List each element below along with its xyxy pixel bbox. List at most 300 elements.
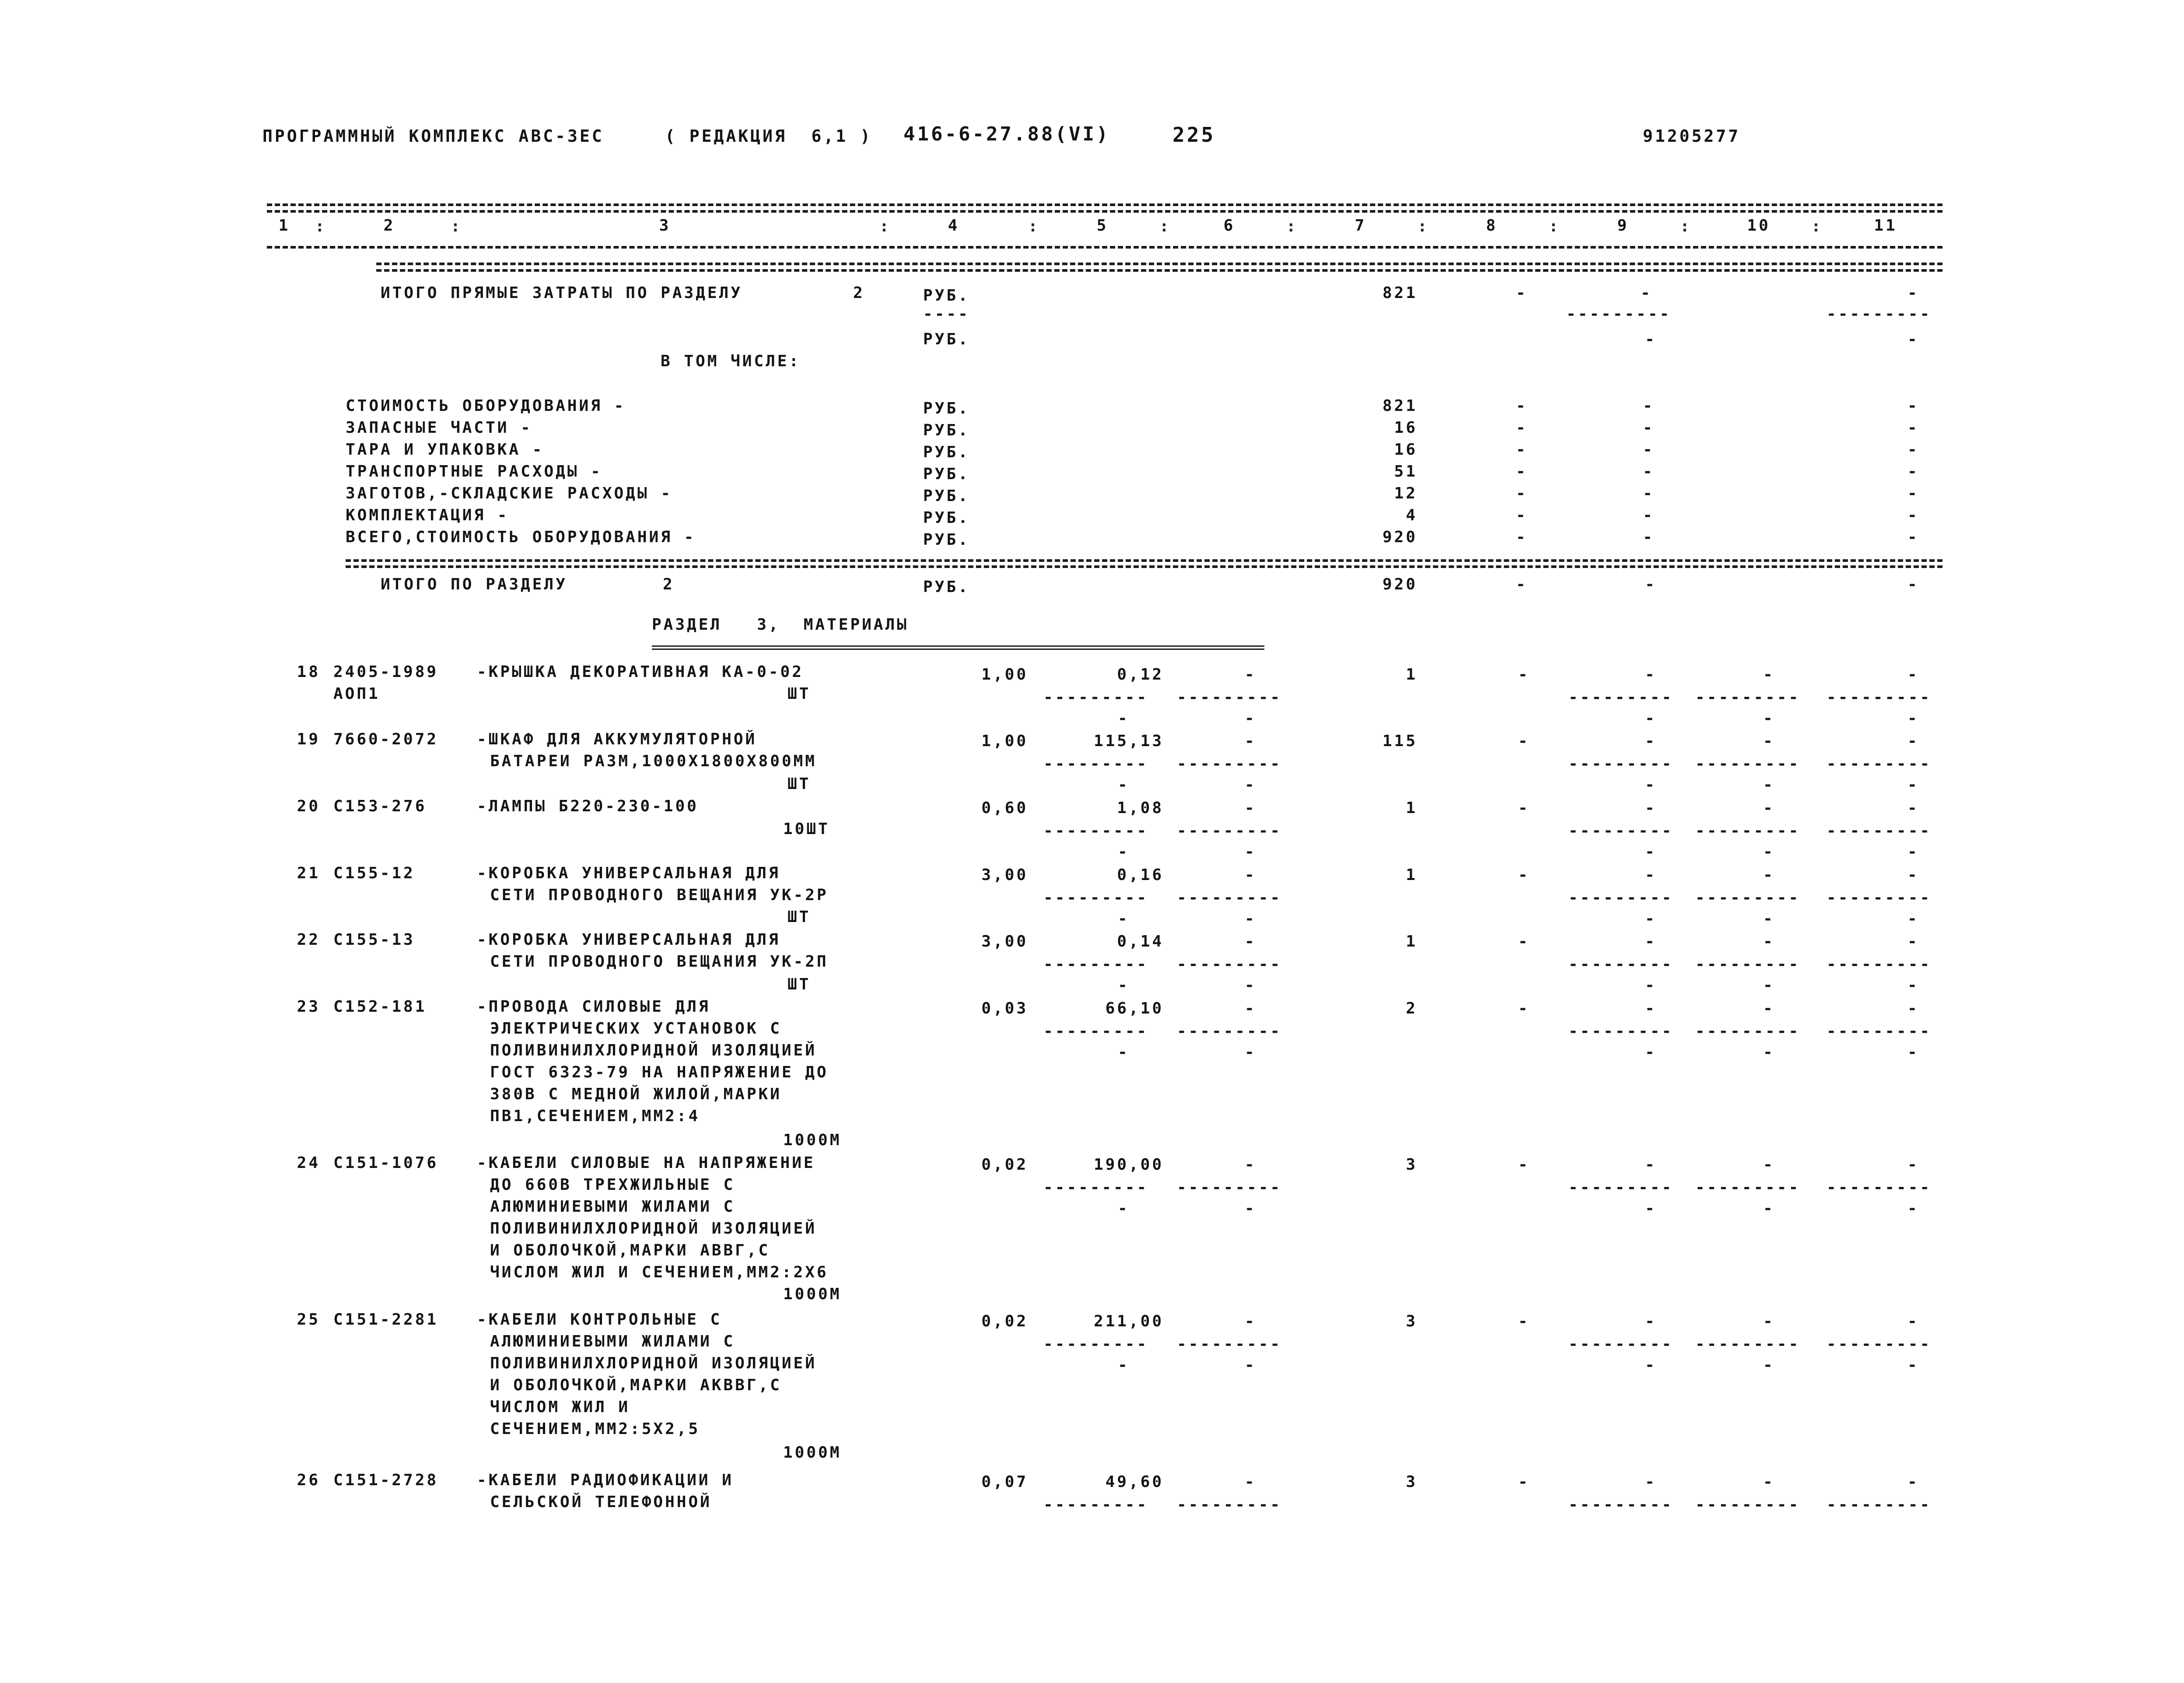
col9-underline: --------- bbox=[1568, 955, 1674, 973]
column-separators: : bbox=[879, 217, 891, 235]
item-number: 21 bbox=[297, 864, 320, 882]
item-qty: 3,00 bbox=[981, 933, 1028, 950]
dash-mark: - bbox=[1643, 463, 1655, 480]
total-section-value: 920 bbox=[1382, 575, 1418, 593]
item-price: 0,16 bbox=[1117, 866, 1164, 884]
item-name-line: ЧИСЛОМ ЖИЛ И bbox=[490, 1398, 630, 1416]
dash-mark: - bbox=[1645, 330, 1657, 348]
col11-underline: --------- bbox=[1827, 688, 1932, 706]
col9-dash: - bbox=[1645, 933, 1657, 950]
dash-mark: - bbox=[1516, 284, 1528, 302]
col11-dash: - bbox=[1908, 933, 1919, 950]
dash-mark: - bbox=[1908, 528, 1919, 546]
item-code: С153-276 bbox=[333, 797, 427, 815]
col9-sub-dash: - bbox=[1645, 1356, 1657, 1374]
col11-sub-dash: - bbox=[1908, 976, 1919, 994]
col11-sub-dash: - bbox=[1908, 709, 1919, 727]
item-code: С151-1076 bbox=[333, 1154, 439, 1172]
col10-sub-dash: - bbox=[1763, 976, 1775, 994]
dash-mark: - bbox=[1516, 463, 1528, 480]
col9-underline: --------- bbox=[1568, 1178, 1674, 1196]
dash-mark: - bbox=[1643, 484, 1655, 502]
item-name-line: СЕТИ ПРОВОДНОГО ВЕЩАНИЯ УК-2Р bbox=[490, 886, 829, 904]
col11-underline: --------- bbox=[1827, 955, 1932, 973]
col8-dash: - bbox=[1518, 933, 1530, 950]
col6-dash: - bbox=[1245, 999, 1256, 1017]
col8-dash: - bbox=[1518, 732, 1530, 750]
item-number: 23 bbox=[297, 998, 320, 1016]
col9-underline: --------- bbox=[1568, 889, 1674, 907]
breakdown-unit: РУБ. bbox=[923, 421, 970, 439]
total-direct-unit-2: РУБ. bbox=[923, 330, 970, 348]
col6-underline: --------- bbox=[1177, 1022, 1282, 1040]
col-header-6: 6 bbox=[1223, 217, 1236, 235]
item-name-line: БАТАРЕИ РАЗМ,1000Х1800Х800ММ bbox=[490, 752, 817, 770]
total-section-num: 2 bbox=[663, 575, 675, 593]
col-header-9: 9 bbox=[1617, 217, 1629, 235]
item-name-line: СЕЛЬСКОЙ ТЕЛЕФОННОЙ bbox=[490, 1493, 712, 1511]
dash-mark: - bbox=[1641, 284, 1652, 302]
item-total: 2 bbox=[1406, 999, 1418, 1017]
document-code: 91205277 bbox=[1643, 126, 1741, 146]
item-unit: 1000М bbox=[783, 1131, 842, 1149]
col11-sub-dash: - bbox=[1908, 910, 1919, 928]
item-name-line: ГОСТ 6323-79 НА НАПРЯЖЕНИЕ ДО bbox=[490, 1063, 829, 1081]
col9-underline: --------- bbox=[1568, 1335, 1674, 1353]
dash-mark: - bbox=[1643, 506, 1655, 524]
col11-dash: - bbox=[1908, 666, 1919, 684]
col10-dash: - bbox=[1763, 799, 1775, 817]
col6-sub-dash: - bbox=[1245, 843, 1256, 861]
total-direct-value: 821 bbox=[1382, 284, 1418, 302]
item-qty: 0,07 bbox=[981, 1473, 1028, 1491]
unit-underline: ---- bbox=[923, 305, 970, 323]
item-name-line: -КАБЕЛИ СИЛОВЫЕ НА НАПРЯЖЕНИЕ bbox=[477, 1154, 816, 1172]
item-unit: ШТ bbox=[788, 908, 811, 926]
breakdown-label: СТОИМОСТЬ ОБОРУДОВАНИЯ - bbox=[346, 397, 626, 415]
col5-underline: --------- bbox=[1043, 755, 1149, 773]
col8-dash: - bbox=[1518, 866, 1530, 884]
dash-mark: - bbox=[1516, 397, 1528, 415]
col9-underline: --------- bbox=[1568, 688, 1674, 706]
col5-underline: --------- bbox=[1043, 822, 1149, 840]
col10-underline: --------- bbox=[1695, 688, 1801, 706]
dash-mark: - bbox=[1908, 463, 1919, 480]
item-code: С151-2728 bbox=[333, 1471, 439, 1489]
item-name-line: ЧИСЛОМ ЖИЛ И СЕЧЕНИЕМ,ММ2:2Х6 bbox=[490, 1263, 829, 1281]
col11-underline: --------- bbox=[1827, 1335, 1932, 1353]
col10-dash: - bbox=[1763, 666, 1775, 684]
col6-underline: --------- bbox=[1177, 1178, 1282, 1196]
item-number: 22 bbox=[297, 931, 320, 949]
col9-dash: - bbox=[1645, 799, 1657, 817]
col9-sub-dash: - bbox=[1645, 843, 1657, 861]
col5-sub-dash: - bbox=[1118, 709, 1130, 727]
column-separators: : bbox=[315, 217, 327, 235]
item-code-secondary: АОП1 bbox=[333, 685, 380, 703]
breakdown-value: 821 bbox=[1382, 397, 1418, 415]
col10-dash: - bbox=[1763, 1473, 1775, 1491]
col5-underline: --------- bbox=[1043, 1022, 1149, 1040]
col9-sub-dash: - bbox=[1645, 1043, 1657, 1061]
item-unit: ШТ bbox=[788, 685, 811, 703]
item-total: 1 bbox=[1406, 666, 1418, 684]
col10-dash: - bbox=[1763, 1312, 1775, 1330]
col5-sub-dash: - bbox=[1118, 776, 1130, 794]
dash-mark: - bbox=[1908, 575, 1919, 593]
col10-underline: --------- bbox=[1695, 1178, 1801, 1196]
col11-dash: - bbox=[1908, 999, 1919, 1017]
item-total: 115 bbox=[1382, 732, 1418, 750]
col9-dash: - bbox=[1645, 999, 1657, 1017]
col10-dash: - bbox=[1763, 933, 1775, 950]
col9-underline: --------- bbox=[1568, 755, 1674, 773]
column-separators: : bbox=[1418, 217, 1429, 235]
item-total: 1 bbox=[1406, 933, 1418, 950]
item-qty: 0,02 bbox=[981, 1156, 1028, 1174]
column-separators: : bbox=[1286, 217, 1298, 235]
col9-sub-dash: - bbox=[1645, 910, 1657, 928]
col11-dash: - bbox=[1908, 1312, 1919, 1330]
item-price: 190,00 bbox=[1093, 1156, 1164, 1174]
column-separators: : bbox=[1680, 217, 1692, 235]
col5-sub-dash: - bbox=[1118, 910, 1130, 928]
col5-underline: --------- bbox=[1043, 1335, 1149, 1353]
col6-sub-dash: - bbox=[1245, 1199, 1256, 1217]
col-underline: --------- bbox=[1566, 305, 1672, 323]
item-name-line: И ОБОЛОЧКОЙ,МАРКИ АКВВГ,С bbox=[490, 1376, 782, 1394]
item-unit: ШТ bbox=[788, 975, 811, 993]
col6-underline: --------- bbox=[1177, 1496, 1282, 1514]
col9-dash: - bbox=[1645, 1312, 1657, 1330]
col6-sub-dash: - bbox=[1245, 910, 1256, 928]
dash-mark: - bbox=[1908, 419, 1919, 437]
dash-mark: - bbox=[1908, 441, 1919, 459]
col6-dash: - bbox=[1245, 799, 1256, 817]
col6-sub-dash: - bbox=[1245, 776, 1256, 794]
col11-dash: - bbox=[1908, 732, 1919, 750]
item-unit: 1000М bbox=[783, 1444, 842, 1462]
breakdown-value: 12 bbox=[1394, 484, 1418, 502]
col5-sub-dash: - bbox=[1118, 1043, 1130, 1061]
dash-mark: - bbox=[1643, 441, 1655, 459]
breakdown-value: 16 bbox=[1394, 441, 1418, 459]
breakdown-unit: РУБ. bbox=[923, 509, 970, 527]
dash-mark: - bbox=[1643, 419, 1655, 437]
item-qty: 1,00 bbox=[981, 666, 1028, 684]
program-name: ПРОГРАММНЫЙ КОМПЛЕКС АВС-ЗЕС bbox=[262, 126, 604, 146]
item-total: 1 bbox=[1406, 866, 1418, 884]
total-direct-label: ИТОГО ПРЯМЫЕ ЗАТРАТЫ ПО РАЗДЕЛУ bbox=[381, 284, 742, 302]
col5-underline: --------- bbox=[1043, 1496, 1149, 1514]
col8-dash: - bbox=[1518, 999, 1530, 1017]
item-number: 18 bbox=[297, 663, 320, 681]
col10-sub-dash: - bbox=[1763, 1199, 1775, 1217]
section3-title: РАЗДЕЛ 3, МАТЕРИАЛЫ bbox=[652, 616, 909, 634]
item-code: 7660-2072 bbox=[333, 730, 439, 748]
col6-underline: --------- bbox=[1177, 955, 1282, 973]
col11-underline: --------- bbox=[1827, 1496, 1932, 1514]
col11-sub-dash: - bbox=[1908, 776, 1919, 794]
including-label: В ТОМ ЧИСЛЕ: bbox=[661, 352, 801, 370]
col5-sub-dash: - bbox=[1118, 1199, 1130, 1217]
col9-dash: - bbox=[1645, 1473, 1657, 1491]
item-code: С155-13 bbox=[333, 931, 415, 949]
dash-mark: - bbox=[1645, 575, 1657, 593]
col10-sub-dash: - bbox=[1763, 709, 1775, 727]
dash-mark: - bbox=[1643, 397, 1655, 415]
page-number: 225 bbox=[1172, 123, 1216, 147]
col10-sub-dash: - bbox=[1763, 1043, 1775, 1061]
total-direct-section-num: 2 bbox=[853, 284, 865, 302]
breakdown-unit: РУБ. bbox=[923, 400, 970, 417]
header-rule-bottom bbox=[267, 246, 1942, 249]
col10-underline: --------- bbox=[1695, 955, 1801, 973]
col9-dash: - bbox=[1645, 866, 1657, 884]
item-name-line: И ОБОЛОЧКОЙ,МАРКИ АВВГ,С bbox=[490, 1241, 770, 1259]
column-separators: : bbox=[1028, 217, 1040, 235]
breakdown-unit: РУБ. bbox=[923, 443, 970, 461]
item-number: 20 bbox=[297, 797, 320, 815]
item-name-line: АЛЮМИНИЕВЫМИ ЖИЛАМИ С bbox=[490, 1332, 735, 1350]
dash-mark: - bbox=[1908, 484, 1919, 502]
col11-dash: - bbox=[1908, 799, 1919, 817]
col6-sub-dash: - bbox=[1245, 1043, 1256, 1061]
edition: ( РЕДАКЦИЯ 6,1 ) bbox=[665, 126, 872, 146]
col-header-2: 2 bbox=[383, 217, 396, 235]
item-code: С155-12 bbox=[333, 864, 415, 882]
col6-dash: - bbox=[1245, 666, 1256, 684]
column-separators: : bbox=[451, 217, 462, 235]
dash-mark: - bbox=[1908, 284, 1919, 302]
item-qty: 3,00 bbox=[981, 866, 1028, 884]
col10-underline: --------- bbox=[1695, 1496, 1801, 1514]
item-price: 49,60 bbox=[1105, 1473, 1164, 1491]
dash-mark: - bbox=[1643, 528, 1655, 546]
col9-dash: - bbox=[1645, 666, 1657, 684]
breakdown-label: КОМПЛЕКТАЦИЯ - bbox=[346, 506, 509, 524]
item-name-line: -ШКАФ ДЛЯ АККУМУЛЯТОРНОЙ bbox=[477, 730, 757, 748]
col10-underline: --------- bbox=[1695, 889, 1801, 907]
col9-sub-dash: - bbox=[1645, 776, 1657, 794]
col9-dash: - bbox=[1645, 732, 1657, 750]
item-total: 1 bbox=[1406, 799, 1418, 817]
col8-dash: - bbox=[1518, 1156, 1530, 1174]
col11-underline: --------- bbox=[1827, 822, 1932, 840]
item-number: 24 bbox=[297, 1154, 320, 1172]
item-price: 66,10 bbox=[1105, 999, 1164, 1017]
column-separators: : bbox=[1549, 217, 1561, 235]
total-direct-unit: РУБ. bbox=[923, 287, 970, 305]
item-qty: 0,02 bbox=[981, 1312, 1028, 1330]
section2-rule-2 bbox=[346, 565, 1942, 568]
breakdown-value: 16 bbox=[1394, 419, 1418, 437]
col9-underline: --------- bbox=[1568, 1022, 1674, 1040]
col11-sub-dash: - bbox=[1908, 1199, 1919, 1217]
item-total: 3 bbox=[1406, 1156, 1418, 1174]
item-number: 19 bbox=[297, 730, 320, 748]
breakdown-value: 51 bbox=[1394, 463, 1418, 480]
col8-dash: - bbox=[1518, 666, 1530, 684]
dash-mark: - bbox=[1516, 528, 1528, 546]
column-separators: : bbox=[1811, 217, 1823, 235]
col6-underline: --------- bbox=[1177, 688, 1282, 706]
col6-sub-dash: - bbox=[1245, 709, 1256, 727]
col9-sub-dash: - bbox=[1645, 1199, 1657, 1217]
item-total: 3 bbox=[1406, 1312, 1418, 1330]
col5-sub-dash: - bbox=[1118, 843, 1130, 861]
breakdown-label: ВСЕГО,СТОИМОСТЬ ОБОРУДОВАНИЯ - bbox=[346, 528, 696, 546]
item-name-line: ДО 660В ТРЕХЖИЛЬНЫЕ С bbox=[490, 1176, 735, 1194]
item-qty: 0,60 bbox=[981, 799, 1028, 817]
col5-sub-dash: - bbox=[1118, 976, 1130, 994]
item-number: 25 bbox=[297, 1311, 320, 1329]
col11-dash: - bbox=[1908, 1473, 1919, 1491]
dash-mark: - bbox=[1516, 441, 1528, 459]
item-name-line: АЛЮМИНИЕВЫМИ ЖИЛАМИ С bbox=[490, 1198, 735, 1216]
item-price: 0,12 bbox=[1117, 666, 1164, 684]
breakdown-label: ЗАГОТОВ,-СКЛАДСКИЕ РАСХОДЫ - bbox=[346, 484, 672, 502]
item-name-line: -ЛАМПЫ Б220-230-100 bbox=[477, 797, 699, 815]
item-name-line: ПОЛИВИНИЛХЛОРИДНОЙ ИЗОЛЯЦИЕЙ bbox=[490, 1354, 817, 1372]
col10-sub-dash: - bbox=[1763, 910, 1775, 928]
col6-dash: - bbox=[1245, 1156, 1256, 1174]
col6-underline: --------- bbox=[1177, 755, 1282, 773]
item-unit: 10ШТ bbox=[783, 820, 830, 838]
col6-dash: - bbox=[1245, 866, 1256, 884]
item-name-line: СЕТИ ПРОВОДНОГО ВЕЩАНИЯ УК-2П bbox=[490, 953, 829, 971]
col9-sub-dash: - bbox=[1645, 976, 1657, 994]
item-name-line: -КАБЕЛИ РАДИОФИКАЦИИ И bbox=[477, 1471, 734, 1489]
item-price: 211,00 bbox=[1093, 1312, 1164, 1330]
item-name-line: ПВ1,СЕЧЕНИЕМ,ММ2:4 bbox=[490, 1107, 700, 1125]
item-name-line: СЕЧЕНИЕМ,ММ2:5Х2,5 bbox=[490, 1420, 700, 1438]
col5-underline: --------- bbox=[1043, 1178, 1149, 1196]
item-unit: 1000М bbox=[783, 1285, 842, 1303]
item-total: 3 bbox=[1406, 1473, 1418, 1491]
col-header-3: 3 bbox=[659, 217, 671, 235]
col-header-4: 4 bbox=[948, 217, 960, 235]
col10-dash: - bbox=[1763, 732, 1775, 750]
section3-title-underline bbox=[652, 645, 1264, 650]
column-separators: : bbox=[1159, 217, 1171, 235]
col10-underline: --------- bbox=[1695, 1022, 1801, 1040]
header-rule-bottom-3 bbox=[376, 269, 1942, 272]
col10-sub-dash: - bbox=[1763, 1356, 1775, 1374]
col9-sub-dash: - bbox=[1645, 709, 1657, 727]
col6-dash: - bbox=[1245, 1473, 1256, 1491]
breakdown-label: ТАРА И УПАКОВКА - bbox=[346, 441, 544, 459]
col6-dash: - bbox=[1245, 1312, 1256, 1330]
item-name-line: ПОЛИВИНИЛХЛОРИДНОЙ ИЗОЛЯЦИЕЙ bbox=[490, 1220, 817, 1238]
breakdown-unit: РУБ. bbox=[923, 531, 970, 549]
dash-mark: - bbox=[1516, 575, 1528, 593]
breakdown-label: ЗАПАСНЫЕ ЧАСТИ - bbox=[346, 419, 532, 437]
col11-underline: --------- bbox=[1827, 755, 1932, 773]
item-name-line: -ПРОВОДА СИЛОВЫЕ ДЛЯ bbox=[477, 998, 710, 1016]
col-header-8: 8 bbox=[1486, 217, 1498, 235]
header-rule-bottom-2 bbox=[376, 263, 1942, 265]
col10-underline: --------- bbox=[1695, 755, 1801, 773]
dash-mark: - bbox=[1516, 484, 1528, 502]
col11-sub-dash: - bbox=[1908, 1356, 1919, 1374]
col-header-10: 10 bbox=[1747, 217, 1771, 235]
dash-mark: - bbox=[1516, 419, 1528, 437]
item-name-line: ЭЛЕКТРИЧЕСКИХ УСТАНОВОК С bbox=[490, 1020, 782, 1038]
breakdown-label: ТРАНСПОРТНЫЕ РАСХОДЫ - bbox=[346, 463, 602, 480]
col10-dash: - bbox=[1763, 866, 1775, 884]
col11-underline: --------- bbox=[1827, 1178, 1932, 1196]
col6-underline: --------- bbox=[1177, 1335, 1282, 1353]
col10-sub-dash: - bbox=[1763, 776, 1775, 794]
dash-mark: - bbox=[1908, 397, 1919, 415]
dash-mark: - bbox=[1516, 506, 1528, 524]
col8-dash: - bbox=[1518, 799, 1530, 817]
item-name-line: 380В С МЕДНОЙ ЖИЛОЙ,МАРКИ bbox=[490, 1085, 782, 1103]
item-name-line: -КРЫШКА ДЕКОРАТИВНАЯ КА-0-02 bbox=[477, 663, 804, 681]
col-header-5: 5 bbox=[1096, 217, 1109, 235]
col11-dash: - bbox=[1908, 1156, 1919, 1174]
col10-dash: - bbox=[1763, 999, 1775, 1017]
item-name-line: -КАБЕЛИ КОНТРОЛЬНЫЕ С bbox=[477, 1311, 722, 1329]
section2-rule bbox=[346, 559, 1942, 562]
item-qty: 0,03 bbox=[981, 999, 1028, 1017]
col9-underline: --------- bbox=[1568, 822, 1674, 840]
breakdown-unit: РУБ. bbox=[923, 487, 970, 505]
item-code: С151-2281 bbox=[333, 1311, 439, 1329]
breakdown-value: 4 bbox=[1406, 506, 1418, 524]
col5-sub-dash: - bbox=[1118, 1356, 1130, 1374]
col6-underline: --------- bbox=[1177, 822, 1282, 840]
col6-underline: --------- bbox=[1177, 889, 1282, 907]
item-number: 26 bbox=[297, 1471, 320, 1489]
dash-mark: - bbox=[1908, 506, 1919, 524]
item-price: 0,14 bbox=[1117, 933, 1164, 950]
col6-dash: - bbox=[1245, 933, 1256, 950]
col-underline: --------- bbox=[1827, 305, 1932, 323]
item-name-line: ПОЛИВИНИЛХЛОРИДНОЙ ИЗОЛЯЦИЕЙ bbox=[490, 1041, 817, 1059]
item-code: 2405-1989 bbox=[333, 663, 439, 681]
col-header-11: 11 bbox=[1874, 217, 1897, 235]
header-rule-top-2 bbox=[267, 210, 1942, 213]
item-name-line: -КОРОБКА УНИВЕРСАЛЬНАЯ ДЛЯ bbox=[477, 931, 780, 949]
col9-dash: - bbox=[1645, 1156, 1657, 1174]
item-qty: 1,00 bbox=[981, 732, 1028, 750]
item-name-line: -КОРОБКА УНИВЕРСАЛЬНАЯ ДЛЯ bbox=[477, 864, 780, 882]
col6-sub-dash: - bbox=[1245, 976, 1256, 994]
breakdown-value: 920 bbox=[1382, 528, 1418, 546]
breakdown-unit: РУБ. bbox=[923, 465, 970, 483]
col5-underline: --------- bbox=[1043, 889, 1149, 907]
item-code: С152-181 bbox=[333, 998, 427, 1016]
total-section-unit: РУБ. bbox=[923, 578, 970, 596]
col11-sub-dash: - bbox=[1908, 843, 1919, 861]
total-section-label: ИТОГО ПО РАЗДЕЛУ bbox=[381, 575, 567, 593]
col10-dash: - bbox=[1763, 1156, 1775, 1174]
col10-underline: --------- bbox=[1695, 822, 1801, 840]
col11-sub-dash: - bbox=[1908, 1043, 1919, 1061]
dash-mark: - bbox=[1908, 330, 1919, 348]
col11-dash: - bbox=[1908, 866, 1919, 884]
header-rule-top bbox=[267, 203, 1942, 206]
col10-sub-dash: - bbox=[1763, 843, 1775, 861]
project-number: 416-6-27.88(VI) bbox=[903, 123, 1110, 145]
col6-dash: - bbox=[1245, 732, 1256, 750]
col-header-1: 1 bbox=[278, 217, 290, 235]
col5-underline: --------- bbox=[1043, 688, 1149, 706]
item-unit: ШТ bbox=[788, 775, 811, 793]
col6-sub-dash: - bbox=[1245, 1356, 1256, 1374]
